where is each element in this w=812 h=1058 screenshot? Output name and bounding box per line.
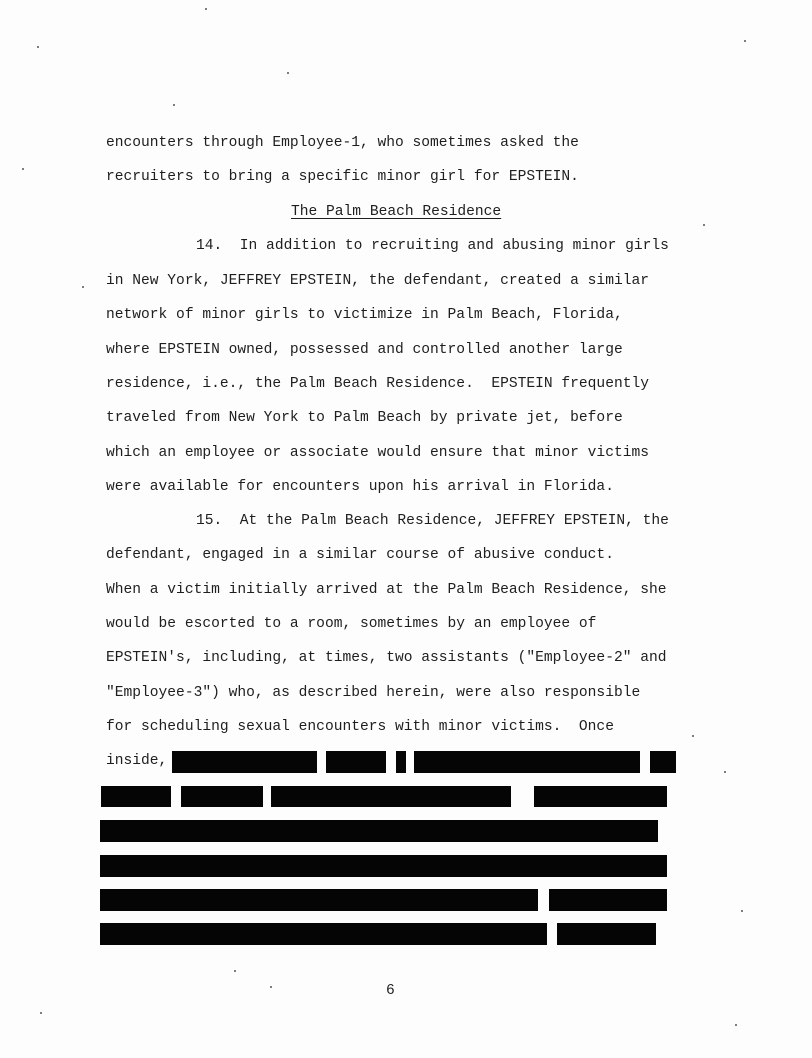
paragraph-14-line-3: network of minor girls to victimize in Palm Beach, Florida, — [106, 307, 623, 323]
scan-speck — [40, 1012, 42, 1014]
paragraph-15-line-1: 15. At the Palm Beach Residence, JEFFREY EPSTEIN, the — [196, 513, 669, 529]
paragraph-14-line-1: 14. In addition to recruiting and abusing minor girls — [196, 238, 669, 254]
scan-speck — [82, 286, 84, 288]
paragraph-13-line-2: recruiters to bring a specific minor girl for EPSTEIN. — [106, 169, 579, 185]
paragraph-15-line-7: for scheduling sexual encounters with minor victims. Once — [106, 719, 614, 735]
scan-speck — [173, 104, 175, 106]
scan-speck — [234, 970, 236, 972]
redaction-block — [549, 889, 667, 911]
redaction-block — [181, 786, 263, 807]
redaction-block — [100, 923, 547, 945]
scan-speck — [22, 168, 24, 170]
redaction-block — [326, 751, 386, 773]
paragraph-15-line-4: would be escorted to a room, sometimes by an employee of — [106, 616, 597, 632]
paragraph-15-line-5: EPSTEIN's, including, at times, two assistants ("Employee-2" and — [106, 650, 667, 666]
paragraph-15-line-6: "Employee-3") who, as described herein, were also responsible — [106, 685, 641, 701]
scan-speck — [724, 771, 726, 773]
redaction-block — [172, 751, 317, 773]
paragraph-13-line-1: encounters through Employee-1, who sometimes asked the — [106, 135, 579, 151]
scan-speck — [703, 224, 705, 226]
redaction-block — [396, 751, 406, 773]
paragraph-15-line-8: inside, — [106, 753, 168, 769]
paragraph-14-line-7: which an employee or associate would ensure that minor victims — [106, 445, 649, 461]
paragraph-14-line-2: in New York, JEFFREY EPSTEIN, the defendant, created a similar — [106, 273, 649, 289]
redaction-block — [414, 751, 640, 773]
scan-speck — [37, 46, 39, 48]
redaction-block — [100, 820, 658, 842]
redaction-block — [271, 786, 511, 807]
redaction-block — [100, 855, 667, 877]
scan-speck — [735, 1024, 737, 1026]
redaction-block — [557, 923, 656, 945]
redaction-block — [650, 751, 676, 773]
scan-speck — [692, 735, 694, 737]
page-number: 6 — [386, 983, 395, 999]
paragraph-14-line-4: where EPSTEIN owned, possessed and controlled another large — [106, 342, 623, 358]
paragraph-14-line-5: residence, i.e., the Palm Beach Residence. EPSTEIN frequently — [106, 376, 649, 392]
scan-speck — [205, 8, 207, 10]
redaction-block — [101, 786, 171, 807]
paragraph-14-line-8: were available for encounters upon his arrival in Florida. — [106, 479, 614, 495]
paragraph-15-line-3: When a victim initially arrived at the Palm Beach Residence, she — [106, 582, 667, 598]
scan-speck — [287, 72, 289, 74]
section-heading: The Palm Beach Residence — [291, 204, 502, 220]
redaction-block — [100, 889, 538, 911]
redaction-block — [534, 786, 667, 807]
scan-speck — [741, 910, 743, 912]
paragraph-15-line-2: defendant, engaged in a similar course of abusive conduct. — [106, 547, 614, 563]
scan-speck — [744, 40, 746, 42]
scan-speck — [270, 986, 272, 988]
paragraph-14-line-6: traveled from New York to Palm Beach by private jet, before — [106, 410, 623, 426]
